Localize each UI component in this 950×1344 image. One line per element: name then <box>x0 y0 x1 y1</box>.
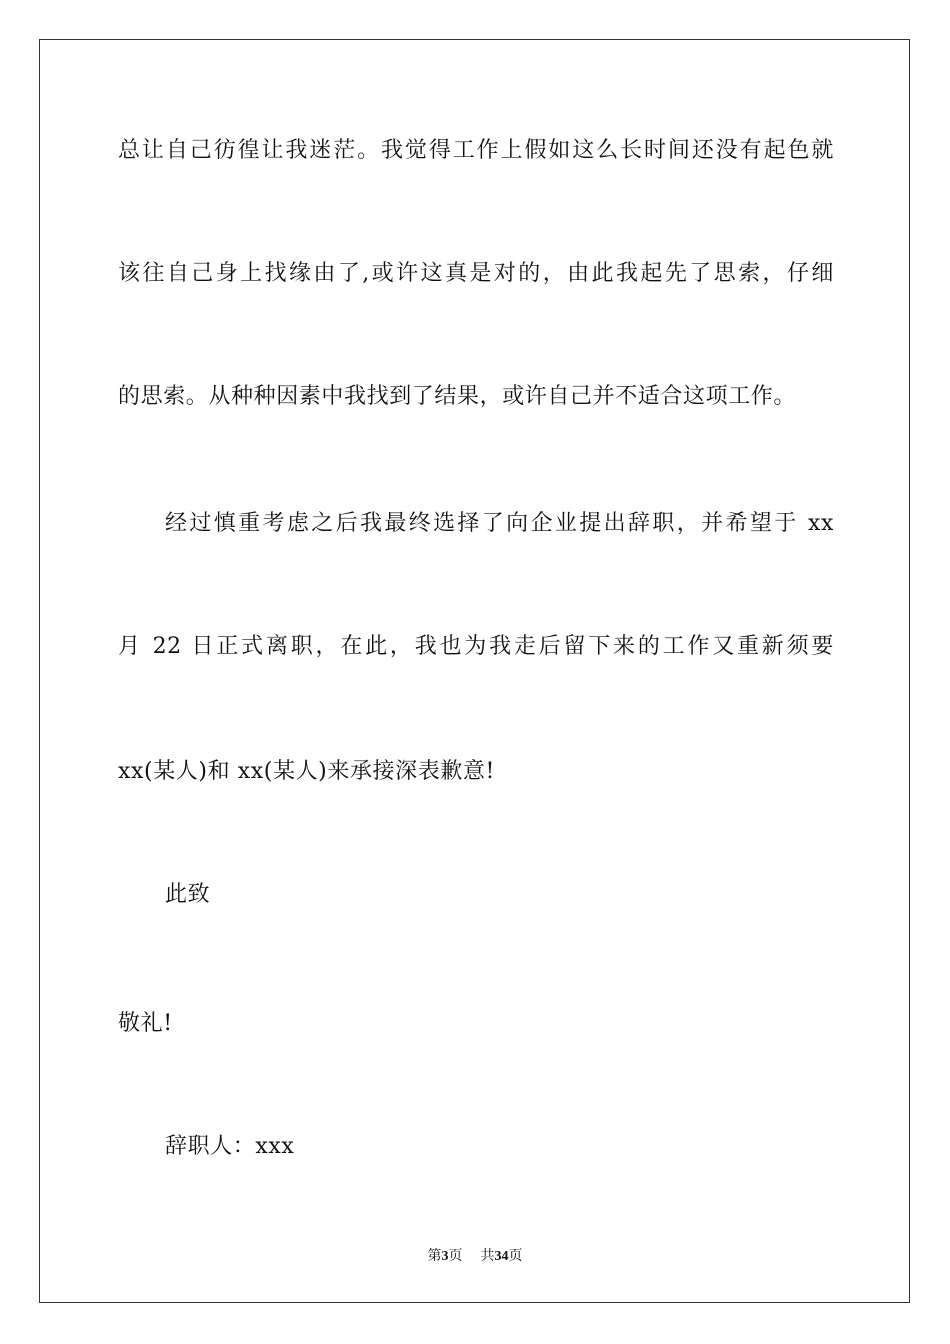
body-line-2: 该往自己身上找缘由了,或许这真是对的，由此我起先了思索，仔细 <box>118 261 834 286</box>
footer-page-prefix: 第 <box>427 1249 442 1264</box>
body-line-4: 经过慎重考虑之后我最终选择了向企业提出辞职，并希望于 xx <box>165 511 834 536</box>
closing-greeting: 此致 <box>165 882 211 907</box>
footer-page-suffix: 页 <box>448 1249 463 1264</box>
body-line-3: 的思索。从种种因素中我找到了结果，或许自己并不适合这项工作。 <box>118 384 797 409</box>
page-border <box>39 39 910 1303</box>
body-line-1: 总让自己彷徨让我迷茫。我觉得工作上假如这么长时间还没有起色就 <box>118 138 834 163</box>
footer-total-prefix: 共 <box>480 1249 495 1264</box>
footer-total-pages: 34 <box>494 1249 509 1264</box>
page-footer <box>0 1247 950 1267</box>
body-line-6: xx(某人)和 xx(某人)来承接深表歉意! <box>118 759 495 784</box>
footer-page-number: 3 <box>441 1249 449 1264</box>
body-line-5: 月 22 日正式离职，在此，我也为我走后留下来的工作又重新须要 <box>118 634 834 659</box>
signature: 辞职人：xxx <box>165 1134 295 1159</box>
footer-total-suffix: 页 <box>508 1249 523 1264</box>
closing-salute: 敬礼! <box>118 1011 173 1036</box>
